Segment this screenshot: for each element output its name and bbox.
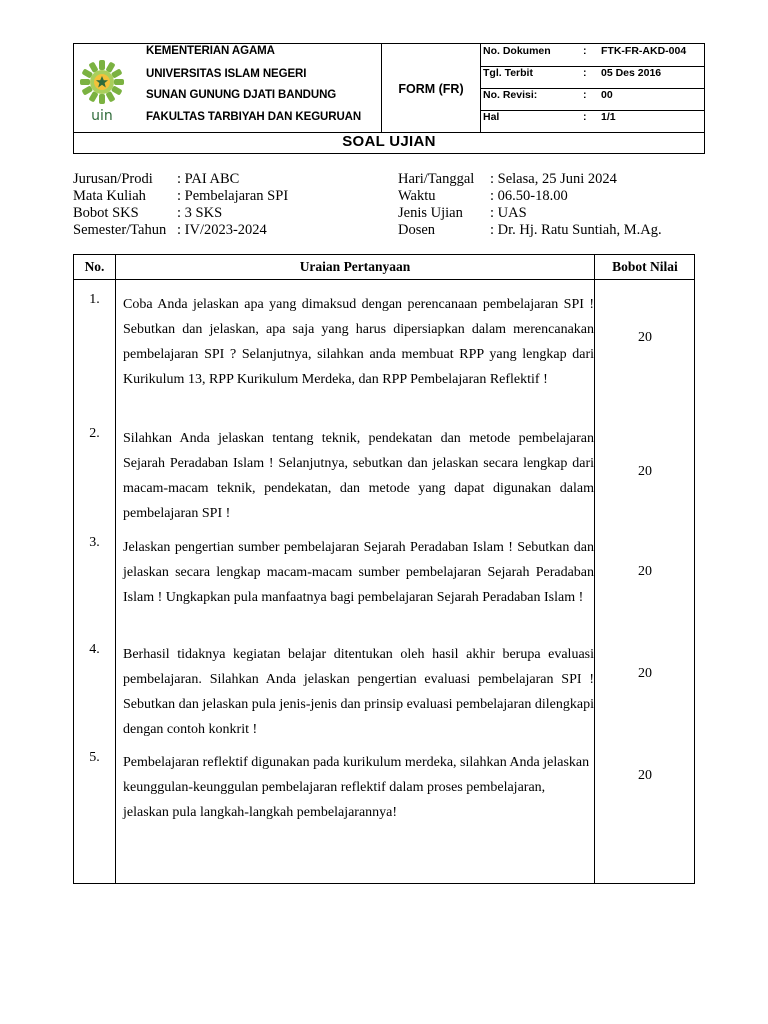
- question-text: Berhasil tidaknya kegiatan belajar ditentukan oleh hasil akhir berupa evaluasi pembelajaran. Silahkan Anda jelaskan pengertian evaluasi pembelajaran SPI ! Sebutkan dan jelaskan pula jenis-jenis dan prinsip evaluasi pembelajaran dilengkapi dengan contoh konkrit !: [123, 647, 594, 737]
- column-header-question: Uraian Pertanyaan: [299, 259, 411, 274]
- question-number: 1.: [89, 292, 100, 307]
- institution-line: UNIVERSITAS ISLAM NEGERI: [146, 68, 307, 80]
- info-label: Semester/Tahun: [73, 222, 167, 238]
- question-score: 20: [638, 666, 652, 681]
- meta-key: No. Revisi:: [483, 89, 538, 101]
- question-text: Coba Anda jelaskan apa yang dimaksud dengan perencanaan pembelajaran SPI ! Sebutkan dan jelaskan, apa saja yang harus dipersiapkan dalam merencanakan pembelajaran SPI ? Selanjutnya, silahkan anda membuat RPP yang lengkap dari Kurikulum 13, RPP Kurikulum Merdeka, dan RPP Pembelajaran Reflektif !: [123, 297, 594, 387]
- meta-colon: :: [583, 45, 587, 57]
- question-number: 2.: [89, 426, 100, 441]
- info-label: Jenis Ujian: [398, 205, 463, 221]
- meta-value: 05 Des 2016: [601, 67, 662, 79]
- document-title: SOAL UJIAN: [342, 133, 436, 150]
- question-number: 5.: [89, 750, 100, 765]
- info-value: : IV/2023-2024: [177, 222, 267, 238]
- meta-value: FTK-FR-AKD-004: [601, 45, 687, 57]
- meta-value: 00: [601, 89, 613, 101]
- question-text: Jelaskan pengertian sumber pembelajaran Sejarah Peradaban Islam ! Sebutkan dan jelaskan secara lengkap macam-macam sumber pembelajaran Sejarah Peradaban Islam ! Ungkapkan pula manfaatnya bagi pembelajaran Sejarah Peradaban Islam !: [123, 540, 594, 605]
- info-value: : 3 SKS: [177, 205, 223, 221]
- document-header: [73, 43, 705, 154]
- question-number: 4.: [89, 642, 100, 657]
- meta-key: Hal: [483, 111, 500, 123]
- table-divider: [115, 255, 116, 883]
- form-label: FORM (FR): [398, 82, 464, 96]
- meta-row-revision: [481, 88, 704, 110]
- meta-colon: :: [583, 67, 587, 79]
- meta-key: No. Dokumen: [483, 45, 551, 57]
- question-number: 3.: [89, 535, 100, 550]
- info-label: Waktu: [398, 188, 436, 204]
- info-label: Hari/Tanggal: [398, 171, 475, 187]
- institution-line: KEMENTERIAN AGAMA: [146, 45, 275, 57]
- info-label: Dosen: [398, 222, 436, 238]
- meta-row-document-number: [481, 44, 704, 66]
- info-value: : Selasa, 25 Juni 2024: [490, 171, 617, 187]
- info-label: Mata Kuliah: [73, 188, 146, 204]
- info-value: : Dr. Hj. Ratu Suntiah, M.Ag.: [490, 222, 662, 238]
- meta-colon: :: [583, 111, 587, 123]
- meta-row-page: [481, 110, 704, 132]
- info-value: : 06.50-18.00: [490, 188, 568, 204]
- info-value: : Pembelajaran SPI: [177, 188, 289, 204]
- question-score: 20: [638, 768, 652, 783]
- meta-key: Tgl. Terbit: [483, 67, 533, 79]
- institution-line: SUNAN GUNUNG DJATI BANDUNG: [146, 89, 337, 101]
- meta-value: 1/1: [601, 111, 616, 123]
- logo-text: uin: [91, 108, 113, 122]
- meta-row-issue-date: [481, 66, 704, 88]
- question-text: Silahkan Anda jelaskan tentang teknik, pendekatan dan metode pembelajaran Sejarah Peradaban Islam ! Selanjutnya, sebutkan dan jelaskan secara lengkap dari macam-macam teknik, pendekatan, dan metode yang dapat digunakan dalam pembelajaran SPI !: [123, 431, 594, 521]
- question-score: 20: [638, 564, 652, 579]
- meta-colon: :: [583, 89, 587, 101]
- info-label: Bobot SKS: [73, 205, 139, 221]
- question-table: [73, 254, 695, 884]
- question-score: 20: [638, 330, 652, 345]
- institution-line: FAKULTAS TARBIYAH DAN KEGURUAN: [146, 111, 362, 123]
- question-text: Pembelajaran reflektif digunakan pada kurikulum merdeka, silahkan Anda jelaskan keunggulan-keunggulan pembelajaran reflektif dalam proses pembelajaran, jelaskan pula langkah-langkah pembelajarannya!: [123, 755, 590, 820]
- column-header-score: Bobot Nilai: [612, 259, 678, 274]
- info-value: : UAS: [490, 205, 527, 221]
- uin-logo-icon: [77, 58, 127, 122]
- table-divider: [74, 279, 694, 280]
- info-label: Jurusan/Prodi: [73, 171, 153, 187]
- column-header-no: No.: [84, 259, 105, 274]
- question-score: 20: [638, 464, 652, 479]
- info-value: : PAI ABC: [177, 171, 240, 187]
